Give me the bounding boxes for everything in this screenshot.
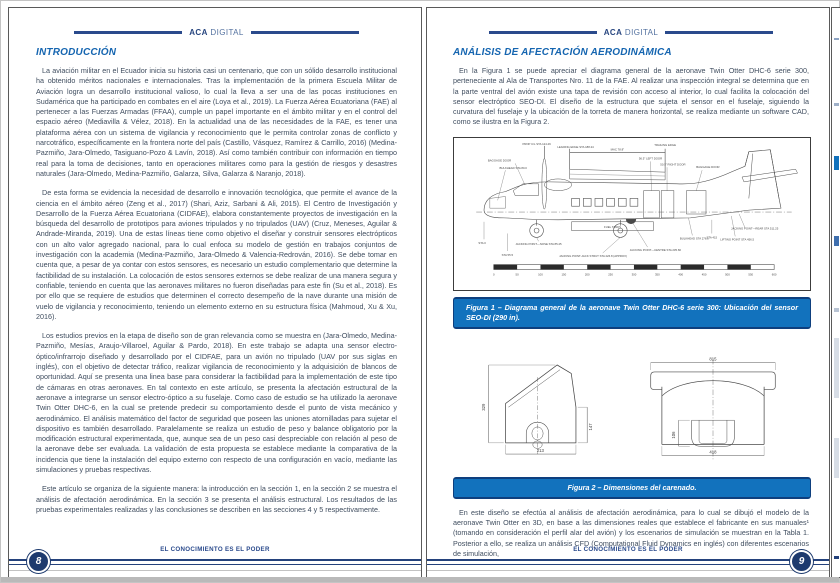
ruler-tick: 450 (701, 272, 707, 277)
page-number-badge: 9 (790, 550, 813, 573)
ruler-tick: 600 (771, 272, 777, 277)
diagram-label: JACKING POINT—NOSE STA 85.45 (515, 241, 562, 246)
section-title-analisis: ANÁLISIS DE AFECTACIÓN AERODINÁMICA (453, 47, 672, 58)
dim-front-turret-height: 106 (670, 431, 676, 439)
diagram-label: STA 55.5 (501, 252, 514, 257)
footer-rule-thin (427, 564, 829, 565)
footer-motto: EL CONOCIMIENTO ES EL PODER (573, 546, 683, 553)
diagram-label: JACKING POINT—REAR STA 511.25 (731, 226, 779, 231)
diagram-label: BAGGAGE DOOR (696, 165, 720, 170)
dim-side-width: 213 (536, 447, 544, 453)
page-footer (427, 543, 829, 577)
diagram-label: PROP C/L STA 124.49 (522, 141, 551, 146)
diagram-label: STA 415 (706, 235, 718, 240)
brand-light: DIGITAL (210, 28, 244, 37)
paragraph: En este diseño se efectúa al análisis de afectación aerodinámica, para lo cual se dibujó el modelo de la aeronave Twin Otter en 3D, en base a las dimensiones reales que establece el fabricante en sus manuales¹ (tomando en consideración el perfil alar del avión) y los escenarios de simulación se muestran en la Tabla 1. Posterior a ello, se realiza un análisis CFD (Computational Fluid Dynamics en inglés) con diferentes escenarios de simulación, (453, 507, 809, 558)
brand (604, 28, 659, 37)
fairing-side-view (470, 347, 620, 473)
diagram-label: BULKHEAD STA 80.0 (499, 165, 527, 170)
page-header (453, 28, 809, 37)
paragraph: La aviación militar en el Ecuador inicia su historia casi un centenario, que con un sólido desarrollo institucional ha obtenido méritos nacionales e internacionales. Tras la implementación de la primera Escuela Militar de Aviación logra un desarrollo institucional valioso, lo cual la lleva a ser una de las pocas instituciones en Sudamérica que ha participado en combates en el aire (Loya et al., 2019). La Fuerza Aérea Ecuatoriana (FAE) al pertenecer a las Fuerzas Armadas (FFAA), cumple un papel importante en el ámbito militar y en el control del espacio aéreo (Mediavilla & Vélez, 2018). En la actualidad una de las necesidades de la FAE, es tener una plataforma aérea con un sistema de vigilancia y reconocimiento que le permita controlar zonas de conflicto y narcotráfico, específicamente en la frontera norte del país (Castillo, Vásquez, Ramírez & Carrillo, 2016) (Medina-Pazmiño, Jara-Olmedo, Tasiguano-Pozo & Lavín, 2018). Así como también contribuir con información en tiempo real para la toma de decisiones, tanto en operaciones militares como para la gestión de riesgos y desastres naturales (Jara-Olmedo, Medina-Pazmiño, Galarza, Silva, Galarza & Naranjo, 2018). (36, 66, 397, 178)
ruler-tick: 200 (584, 272, 590, 277)
diagram-label: MAC 78.8" (610, 147, 625, 152)
page-header (36, 28, 397, 37)
dim-front-width-bottom: 418 (709, 449, 717, 455)
header-rule-left (489, 31, 597, 34)
ruler-tick: 300 (631, 272, 637, 277)
next-page-sliver (831, 7, 840, 578)
ruler-tick: 100 (538, 272, 543, 277)
footer-motto: EL CONOCIMIENTO ES EL PODER (160, 546, 270, 553)
footer-rule (9, 559, 421, 562)
section-title-introduccion: INTRODUCCIÓN (36, 47, 117, 58)
diagram-label: LEADING EDGE STA 188.24 (557, 144, 594, 149)
fairing-front-view (634, 347, 792, 473)
diagram-label: BAGGAGE DOOR (487, 158, 512, 163)
dim-side-inner-height: 147 (587, 423, 593, 431)
diagram-label: 50.5" RIGHT DOOR (660, 162, 686, 167)
paragraph: En la Figura 1 se puede apreciar el diagrama general de la aeronave Twin Otter DHC-6 serie 300, perteneciente al Ala de Transportes Nro. 11 de la FAE. Al realizar una inspección integral se determina que en la parte ventral del avión existe una tapa de revisión con acceso al interior, lo cual facilita la colocación del sensor electróptico SEO-DI. El diseño de la estructura que sujeta el sensor en el fuselaje, siguiendo la curvatura del fuselaje y la ubicación de la torreta de manera horizontal, se realiza mediante un software CAD, como se ilustra en la Figura 2. (453, 66, 809, 127)
diagram-label: 56.5" LEFT DOOR (638, 156, 663, 161)
figure2-caption: Figura 2 – Dimensiones del carenado. (453, 477, 811, 499)
paragraph: Este artículo se organiza de la siguiente manera: la introducción en la sección 1, en la sección 2 se muestra el análisis de afectación aerodinámica. En la sección 3 se presenta el análisis estructural. Los resultados de las pruebas experimentales realizadas y las conclusiones se describen en las secciones 4 y 5 respectivamente. (36, 484, 397, 514)
figure1-caption: Figura 1 – Diagrama general de la aeronave Twin Otter DHC-6 serie 300: Ubicación del sensor SEO-DI (290 in). (453, 297, 811, 329)
diagram-label: LIFTING POINT STA 456.5 (720, 237, 755, 242)
diagram-label: JACKING POINT-JACK STRUT STA 226.8 (APPROX) (559, 253, 627, 258)
diagram-label: BULKHEAD STA 276.0 (679, 236, 709, 241)
diagram-label: FUEL TANKS (604, 224, 622, 229)
dim-front-width-top: 815 (709, 356, 717, 362)
brand-bold: ACA (189, 28, 208, 37)
figure1-aircraft-diagram (453, 137, 811, 291)
brand (189, 28, 244, 37)
page-9 (426, 7, 830, 578)
ruler-tick: 400 (678, 272, 684, 277)
figure2-drawings (453, 337, 809, 473)
header-rule-left (74, 31, 182, 34)
brand-bold: ACA (603, 28, 623, 37)
diagram-label: TRAILING EDGE (654, 142, 676, 147)
page-footer (9, 543, 421, 577)
ruler-tick: 150 (561, 272, 567, 277)
footer-rule (427, 559, 829, 562)
paragraph: Los estudios previos en la etapa de diseño son de gran relevancia como se muestra en (Jara-Olmedo, Medina-Pazmiño, Mesías, Araujo-Villaroel, Aguilar & Pardo, 2018). En este trabajo se adapta una sensor electro-óptico/infrarrojo diseñado y desarrollado por el CIDFAE, para un avión no tripulado (UAV por sus siglas en inglés), con el objetivo de detectar tráfico, realizar vigilancia de reconocimiento y la adquisición de blancos de oportunidad. Aquí se presenta una linea base para considerar la factibilidad para la implementación de este tipo de cámaras en otras aeronaves. En tal contexto en este artículo, se presenta la afectación estructural de la aeronave a integrarse un sensor electro-óptico a su fuselaje. Como caso de estudio se ha utilizado la aeronave Twin Otter DHC-6, en la cual se pretende predecir su comportamiento desde el punto de vista mecánico y aerodinámico. El análisis matemático del factor de seguridad que poseen las uniones atornilladas para sujetar el dispositivo es también desarrollado. Paralelamente se realiza un estudio de peso y balance obligatorio por la modificación estructural experimentada, que, aunque sea de un peso casi despreciable con relación al peso de la aeronave debe ser evaluada. La validación de esta propuesta se establece mediante la comparativa de la incidencia que tiene la instalación del equipo externo con respecto de una configuración en vacío, mediante las simulaciones y pruebas respectivas. (36, 331, 397, 474)
ruler-tick: 50 (515, 272, 519, 277)
page-8 (8, 7, 422, 578)
twin-otter-diagram (456, 140, 808, 288)
viewer-bottom-strip (1, 577, 839, 582)
footer-rule-gray (427, 570, 829, 571)
diagram-label: STA 0 (478, 240, 486, 245)
header-rule-right (251, 31, 359, 34)
ruler-tick: 350 (654, 272, 660, 277)
brand-light: DIGITAL (624, 28, 659, 37)
ruler-tick: 500 (725, 272, 730, 277)
paragraph: De esta forma se evidencia la necesidad de desarrollo e innovación tecnológica, que permite el avance de la ciencia en el ámbito aéreo (Zeng et al., 2017) (Shari, Aziz, Sarbani & Ali, 2015). El Centro de Investigación y Desarrollo de la Fuerza Aérea Ecuatoriana (CIDFAE), elabora constantemente proyectos de investigación en la búsqueda del desarrollo de prototipos para aviones tripulados y no tripulados (UAV) (Cruz, Meneses, Aguilar & Andrade-Miranda, 2019). Una de estas líneas tiene como objetivo el diseñar y construir sensores electrópticos con un alto valor agregado nacional, para lo cual enfoca su modelo de gestión en trabajos conjuntos de investigación con la academia (Medina-Pazmiño, Jara-Olmedo & Valencia-Redrován, 2016). Se debe tomar en cuenta que, a pesar de ya contar con estos sensores, es necesario un estudio complementario que determine la factibilidad de su instalación. La colocación de estos sensores externos se debe realizar de una manera segura y confiable, teniendo en cuenta que las aeronaves militares no fueron diseñadas para este fin (Su et al., 2018). Es por ello que se requiere de estudios que determinen el correcto desempeño de la nave durante una misión de vuelo de vigilancia y reconocimiento, teniendo un elemento externo en su estructura física (Mahmoud, Xu & Xu, 2016). (36, 188, 397, 321)
footer-rule-thin (9, 564, 421, 565)
ruler-tick: 0 (492, 272, 495, 277)
ruler-tick: 550 (748, 272, 754, 277)
footer-rule-gray (9, 570, 421, 571)
page-number-badge: 8 (27, 550, 50, 573)
dim-side-height: 329 (481, 403, 486, 411)
diagram-label: JACKING POINT—CENTRE STA 235.66 (629, 247, 681, 252)
ruler-tick: 250 (608, 272, 613, 277)
header-rule-right (665, 31, 773, 34)
